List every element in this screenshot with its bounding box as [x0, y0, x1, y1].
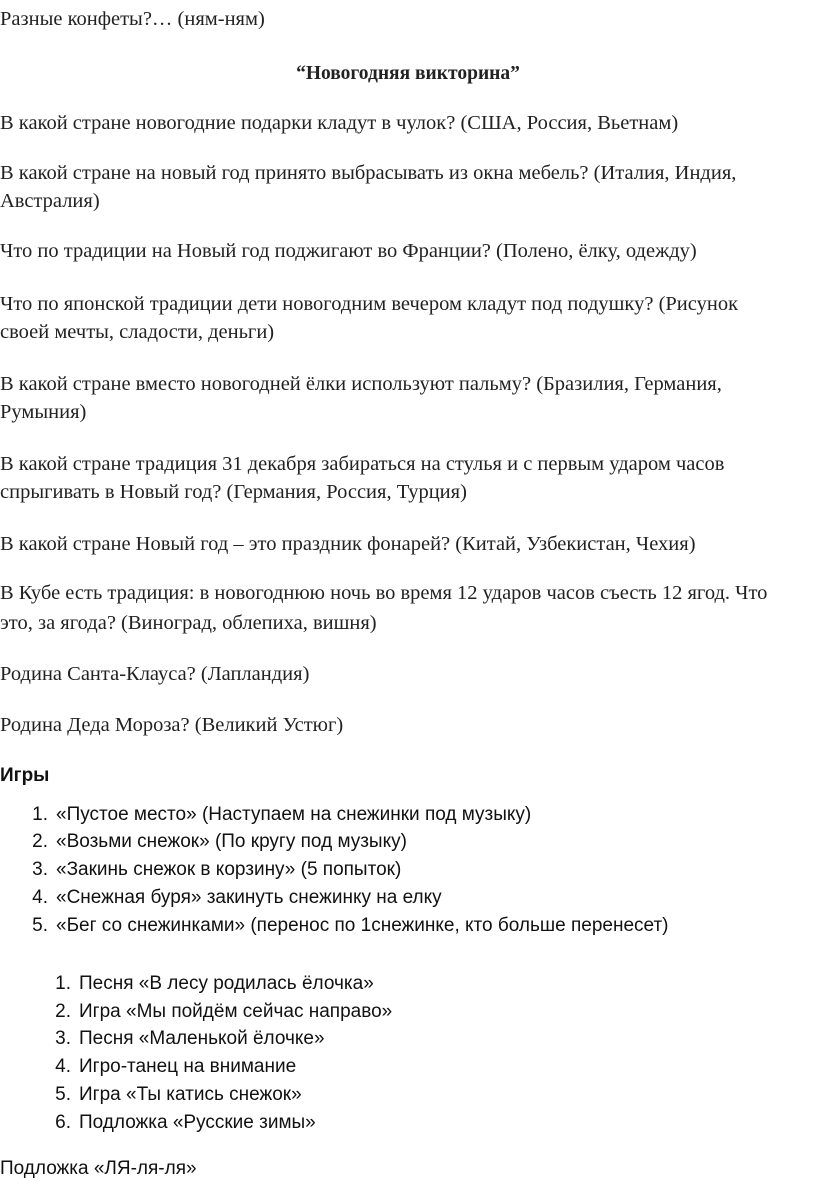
question-2-line-1: В какой стране на новый год принято выбрасывать из окна мебель? (Италия, Индия, [0, 162, 737, 184]
list-item-number: 4. [55, 1056, 71, 1077]
list-item-number: 6. [55, 1112, 71, 1133]
list-item [49, 1055, 786, 1079]
list-item-text: Игра «Ты катись снежок» [79, 1084, 302, 1105]
question-1: В какой стране новогодние подарки кладут в чулок? (США, Россия, Вьетнам) [0, 112, 679, 134]
question-8-line-1: В Кубе есть традиция: в новогоднюю ночь во время 12 ударов часов съесть 12 ягод. Что [0, 582, 768, 604]
intro-line: Разные конфеты?… (ням-ням) [0, 8, 265, 30]
list-item-number: 3. [32, 859, 48, 880]
list-item-text: Игро-танец на внимание [79, 1056, 297, 1077]
list-item-number: 2. [55, 1001, 71, 1022]
list-item [26, 886, 786, 910]
list-item-number: 1. [55, 973, 71, 994]
question-6-line-2: спрыгивать в Новый год? (Германия, Россия, Турция) [0, 481, 467, 503]
list-item [26, 803, 786, 827]
question-7: В какой стране Новый год – это праздник фонарей? (Китай, Узбекистан, Чехия) [0, 533, 696, 555]
list-item-number: 5. [32, 915, 48, 936]
question-2-line-2: Австралия) [0, 190, 100, 212]
question-3: Что по традиции на Новый год поджигают во Франции? (Полено, ёлку, одежду) [0, 240, 697, 262]
list-item-text: «Закинь снежок в корзину» (5 попыток) [56, 859, 402, 880]
question-5-line-2: Румыния) [0, 401, 87, 423]
list-item [26, 858, 786, 882]
list-item [49, 1111, 786, 1135]
list-item-text: «Снежная буря» закинуть снежинку на елку [56, 887, 442, 908]
list-item-number: 4. [32, 887, 48, 908]
list-item-text: Песня «Маленькой ёлочке» [79, 1028, 325, 1049]
list-item-number: 1. [32, 804, 48, 825]
list-item [49, 1000, 786, 1024]
list-item-text: «Возьми снежок» (По кругу под музыку) [56, 831, 407, 852]
list-item-number: 3. [55, 1028, 71, 1049]
footer-line: Подложка «ЛЯ-ля-ля» [0, 1158, 197, 1179]
list-item [26, 830, 786, 854]
question-9: Родина Санта-Клауса? (Лапландия) [0, 663, 310, 685]
list-item-text: Игра «Мы пойдём сейчас направо» [79, 1001, 393, 1022]
list-item-number: 5. [55, 1084, 71, 1105]
list-item [49, 972, 786, 996]
question-5-line-1: В какой стране вместо новогодней ёлки используют пальму? (Бразилия, Германия, [0, 373, 722, 395]
question-6-line-1: В какой стране традиция 31 декабря забираться на стулья и с первым ударом часов [0, 453, 725, 475]
list-item-text: Подложка «Русские зимы» [79, 1112, 316, 1133]
list-item-number: 2. [32, 831, 48, 852]
list-item-text: «Бег со снежинками» (перенос по 1снежинке, кто больше перенесет) [56, 915, 669, 936]
games-heading: Игры [0, 765, 50, 786]
question-4-line-2: своей мечты, сладости, деньги) [0, 321, 275, 343]
question-4-line-1: Что по японской традиции дети новогодним вечером кладут под подушку? (Рисунок [0, 293, 739, 315]
list-item [26, 914, 786, 938]
list-item-text: Песня «В лесу родилась ёлочка» [79, 973, 374, 994]
question-10: Родина Деда Мороза? (Великий Устюг) [0, 714, 344, 736]
list-item [49, 1027, 786, 1051]
list-item-text: «Пустое место» (Наступаем на снежинки под музыку) [56, 804, 532, 825]
quiz-title: “Новогодняя викторина” [296, 63, 520, 84]
list-item [49, 1083, 786, 1107]
question-8-line-2: это, за ягода? (Виноград, облепиха, вишня) [0, 612, 377, 634]
